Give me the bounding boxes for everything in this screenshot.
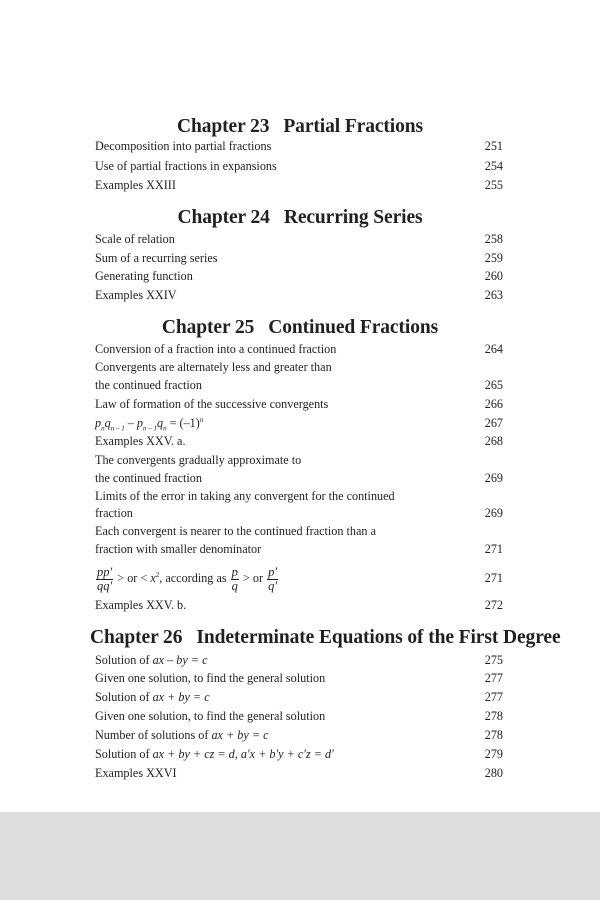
toc-entry[interactable] bbox=[95, 249, 503, 267]
entry-text: Sum of a recurring series bbox=[95, 251, 218, 265]
toc-entry[interactable] bbox=[95, 176, 503, 194]
entry-page: 260 bbox=[484, 269, 503, 283]
entry-text: Given one solution, to find the general solution bbox=[95, 671, 326, 685]
entry-text: Solution of ax + by = c bbox=[95, 690, 210, 704]
toc-entry[interactable] bbox=[95, 358, 503, 376]
entry-text: the continued fraction bbox=[95, 471, 202, 485]
entry-text: Examples XXIV bbox=[95, 288, 177, 302]
toc-entry[interactable] bbox=[95, 745, 503, 763]
entry-page: 277 bbox=[484, 690, 503, 704]
entry-text: Limits of the error in taking any convergent for the continued bbox=[95, 489, 395, 503]
entry-text: fraction bbox=[95, 506, 133, 520]
entry-page: 269 bbox=[484, 471, 503, 485]
entry-text: Examples XXIII bbox=[95, 178, 176, 192]
entry-text: Scale of relation bbox=[95, 232, 175, 246]
toc-entry[interactable] bbox=[95, 157, 503, 175]
toc-entry[interactable] bbox=[95, 688, 503, 706]
chapter-23-heading bbox=[90, 115, 510, 139]
chapter-label: Chapter 23 bbox=[177, 116, 270, 137]
chapter-title: Partial Fractions bbox=[283, 116, 423, 137]
entry-text: Solution of ax + by + cz = d, a′x + b′y + c′z = d′ bbox=[95, 747, 334, 761]
entry-text: Examples XXV. b. bbox=[95, 598, 187, 612]
entry-text: Each convergent is nearer to the continued fraction than a bbox=[95, 524, 376, 538]
entry-page: 272 bbox=[484, 598, 503, 612]
entry-page: 258 bbox=[484, 232, 503, 246]
entry-page: 271 bbox=[484, 542, 503, 556]
fraction-p-q: $\frac{p}{q}$ bbox=[231, 564, 238, 593]
fraction-p-prime-q-prime: $\frac{p'}{q'}$ bbox=[268, 564, 278, 593]
entry-page: 271 bbox=[484, 571, 503, 585]
entry-text: Solution of ax – by = c bbox=[95, 653, 208, 667]
toc-entry[interactable] bbox=[95, 540, 503, 558]
inequality-formula: $\frac{pp'}{qq'}$ > or < $x^2$, according as $\frac{p}{q}$ > or $\frac{p'}{q'}$ bbox=[97, 564, 278, 593]
page-bottom-margin bbox=[0, 812, 600, 900]
entry-page: 266 bbox=[484, 397, 503, 411]
entry-page: 279 bbox=[484, 747, 503, 761]
entry-page: 263 bbox=[484, 288, 503, 302]
entry-page: 277 bbox=[484, 671, 503, 685]
entry-page: 275 bbox=[484, 653, 503, 667]
chapter-26-heading bbox=[90, 626, 561, 650]
chapter-25-heading bbox=[90, 316, 510, 340]
toc-entry[interactable] bbox=[95, 764, 503, 782]
entry-text: Generating function bbox=[95, 269, 193, 283]
chapter-24-heading bbox=[90, 206, 510, 230]
chapter-title: Continued Fractions bbox=[268, 317, 439, 338]
entry-text: Examples XXVI bbox=[95, 766, 177, 780]
toc-entry-formula[interactable] bbox=[95, 414, 503, 432]
entry-page: 269 bbox=[484, 506, 503, 520]
toc-entry[interactable] bbox=[95, 522, 503, 540]
toc-entry[interactable] bbox=[95, 707, 503, 725]
toc-entry[interactable] bbox=[95, 651, 503, 669]
toc-entry[interactable] bbox=[95, 487, 503, 505]
entry-page: 267 bbox=[484, 416, 503, 430]
entry-page: 255 bbox=[484, 178, 503, 192]
toc-entry[interactable] bbox=[95, 376, 503, 394]
toc-entry[interactable] bbox=[95, 230, 503, 248]
chapter-label: Chapter 25 bbox=[161, 317, 255, 338]
entry-page: 268 bbox=[484, 434, 503, 448]
entry-text: Use of partial fractions in expansions bbox=[95, 159, 277, 173]
determinant-formula: $p_nq_{n - 1} - p_{n - 1}q_n = (-1)^n$ bbox=[95, 415, 204, 433]
entry-text: Given one solution, to find the general solution bbox=[95, 709, 326, 723]
entry-text: fraction with smaller denominator bbox=[95, 542, 262, 556]
chapter-label: Chapter 24 bbox=[177, 207, 270, 228]
toc-entry[interactable] bbox=[95, 432, 503, 450]
entry-page: 254 bbox=[484, 159, 503, 173]
chapter-label: Chapter 26 bbox=[90, 627, 183, 648]
toc-entry[interactable] bbox=[95, 726, 503, 744]
entry-text: The convergents gradually approximate to bbox=[95, 453, 302, 467]
entry-page: 264 bbox=[484, 342, 503, 356]
entry-page: 280 bbox=[484, 766, 503, 780]
toc-entry[interactable] bbox=[95, 451, 503, 469]
toc-entry-fraction-formula[interactable] bbox=[95, 562, 503, 594]
toc-entry[interactable] bbox=[95, 286, 503, 304]
toc-entry[interactable] bbox=[95, 469, 503, 487]
toc-entry[interactable] bbox=[95, 504, 503, 522]
toc-entry[interactable] bbox=[95, 267, 503, 285]
entry-text: Decomposition into partial fractions bbox=[95, 139, 272, 153]
entry-text: the continued fraction bbox=[95, 378, 202, 392]
toc-entry[interactable] bbox=[95, 669, 503, 687]
toc-entry[interactable] bbox=[95, 340, 503, 358]
entry-text: Convergents are alternately less and greater than bbox=[95, 360, 332, 374]
entry-text: Conversion of a fraction into a continued fraction bbox=[95, 342, 337, 356]
fraction-pp-qq: $\frac{pp'}{qq'}$ bbox=[97, 564, 113, 593]
chapter-title: Indeterminate Equations of the First Degree bbox=[196, 627, 561, 648]
entry-text: Examples XXV. a. bbox=[95, 434, 186, 448]
chapter-title: Recurring Series bbox=[283, 207, 423, 228]
entry-page: 278 bbox=[484, 709, 503, 723]
toc-entry[interactable] bbox=[95, 137, 503, 155]
entry-page: 259 bbox=[484, 251, 503, 265]
toc-entry[interactable] bbox=[95, 596, 503, 614]
toc-entry[interactable] bbox=[95, 395, 503, 413]
entry-page: 278 bbox=[484, 728, 503, 742]
entry-page: 265 bbox=[484, 378, 503, 392]
entry-page: 251 bbox=[484, 139, 503, 153]
entry-text: Law of formation of the successive convergents bbox=[95, 397, 329, 411]
entry-text: Number of solutions of ax + by = c bbox=[95, 728, 269, 742]
